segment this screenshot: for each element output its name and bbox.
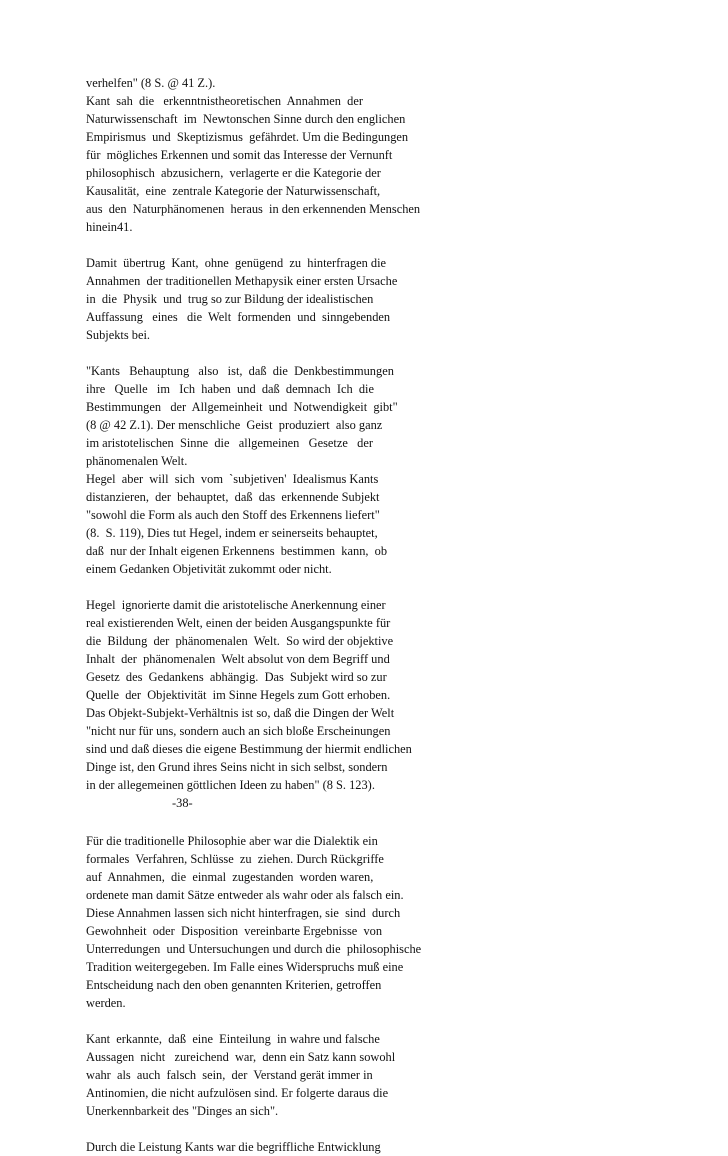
text-line: (8. S. 119), Dies tut Hegel, indem er seinerseits behauptet, — [86, 526, 378, 540]
text-line: (8 @ 42 Z.1). Der menschliche Geist produziert also ganz — [86, 418, 383, 432]
text-line: Entscheidung nach den oben genannten Kriterien, getroffen — [86, 978, 382, 992]
text-line: Unerkennbarkeit des "Dinges an sich". — [86, 1104, 279, 1118]
text-line: Hegel ignorierte damit die aristotelische Anerkennung einer — [86, 598, 386, 612]
text-line: "Kants Behauptung also ist, daß die Denkbestimmungen — [86, 364, 394, 378]
text-line: Auffassung eines die Welt formenden und sinngebenden — [86, 310, 391, 324]
text-line: aus den Naturphänomenen heraus in den erkennenden Menschen — [86, 202, 421, 216]
paragraph — [86, 362, 686, 578]
paragraph — [86, 74, 686, 236]
text-line: Dinge ist, den Grund ihres Seins nicht in sich selbst, sondern — [86, 760, 388, 774]
text-line: sind und daß dieses die eigene Bestimmung der hiermit endlichen — [86, 742, 412, 756]
text-line: Hegel aber will sich vom `subjetiven' Idealismus Kants — [86, 472, 379, 486]
text-line: Damit übertrug Kant, ohne genügend zu hinterfragen die — [86, 256, 387, 270]
paragraph — [86, 254, 686, 344]
text-line: "nicht nur für uns, sondern auch an sich bloße Erscheinungen — [86, 724, 391, 738]
text-line: Kant erkannte, daß eine Einteilung in wahre und falsche — [86, 1032, 380, 1046]
text-line: Aussagen nicht zureichend war, denn ein Satz kann sowohl — [86, 1050, 396, 1064]
text-line: daß nur der Inhalt eigenen Erkennens bestimmen kann, ob — [86, 544, 388, 558]
text-line: auf Annahmen, die einmal zugestanden worden waren, — [86, 870, 374, 884]
text-line: Subjekts bei. — [86, 328, 151, 342]
text-line: philosophisch abzusichern, verlagerte er die Kategorie der — [86, 166, 381, 180]
text-line: formales Verfahren, Schlüsse zu ziehen. Durch Rückgriffe — [86, 852, 384, 866]
text-line: im aristotelischen Sinne die allgemeinen Gesetze der — [86, 436, 373, 450]
page-number: -38- — [172, 796, 193, 810]
text-line: werden. — [86, 996, 126, 1010]
text-line: Für die traditionelle Philosophie aber war die Dialektik ein — [86, 834, 378, 848]
text-line: "sowohl die Form als auch den Stoff des Erkennens liefert" — [86, 508, 380, 522]
paragraph — [86, 596, 686, 794]
text-line: die Bildung der phänomenalen Welt. So wird der objektive — [86, 634, 394, 648]
text-line: ihre Quelle im Ich haben und daß demnach Ich die — [86, 382, 374, 396]
text-line: Durch die Leistung Kants war die begriffliche Entwicklung — [86, 1140, 381, 1154]
text-line: distanzieren, der behauptet, daß das erkennende Subjekt — [86, 490, 380, 504]
text-line: phänomenalen Welt. — [86, 454, 188, 468]
text-line: real existierenden Welt, einen der beiden Ausgangspunkte für — [86, 616, 391, 630]
text-line: wahr als auch falsch sein, der Verstand gerät immer in — [86, 1068, 373, 1082]
text-line: Tradition weitergegeben. Im Falle eines Widerspruchs muß eine — [86, 960, 404, 974]
text-line: Quelle der Objektivität im Sinne Hegels zum Gott erhoben. — [86, 688, 391, 702]
paragraph — [86, 1030, 686, 1120]
text-line: Annahmen der traditionellen Methapysik einer ersten Ursache — [86, 274, 398, 288]
text-line: in der allegemeinen göttlichen Ideen zu haben" (8 S. 123). — [86, 778, 375, 792]
text-line: Bestimmungen der Allgemeinheit und Notwendigkeit gibt" — [86, 400, 398, 414]
text-line: einem Gedanken Objetivität zukommt oder nicht. — [86, 562, 332, 576]
text-line: Antinomien, die nicht aufzulösen sind. Er folgerte daraus die — [86, 1086, 389, 1100]
text-line: Diese Annahmen lassen sich nicht hinterfragen, sie sind durch — [86, 906, 401, 920]
text-line: Gewohnheit oder Disposition vereinbarte Ergebnisse von — [86, 924, 383, 938]
text-line: Empirismus und Skeptizismus gefährdet. Um die Bedingungen — [86, 130, 409, 144]
text-line: für mögliches Erkennen und somit das Interesse der Vernunft — [86, 148, 393, 162]
document-text — [86, 74, 686, 1156]
text-line: verhelfen" (8 S. @ 41 Z.). — [86, 76, 216, 90]
text-line: ordenete man damit Sätze entweder als wahr oder als falsch ein. — [86, 888, 404, 902]
text-line: Inhalt der phänomenalen Welt absolut von dem Begriff und — [86, 652, 390, 666]
text-line: hinein41. — [86, 220, 133, 234]
text-line: Das Objekt-Subjekt-Verhältnis ist so, daß die Dingen der Welt — [86, 706, 395, 720]
paragraph — [86, 1138, 686, 1156]
paragraph — [86, 832, 686, 1012]
text-line: Kant sah die erkenntnistheoretischen Annahmen der — [86, 94, 363, 108]
text-line: Unterredungen und Untersuchungen und durch die philosophische — [86, 942, 422, 956]
text-line: Gesetz des Gedankens abhängig. Das Subjekt wird so zur — [86, 670, 387, 684]
text-line: in die Physik und trug so zur Bildung der idealistischen — [86, 292, 374, 306]
text-line: Kausalität, eine zentrale Kategorie der Naturwissenschaft, — [86, 184, 381, 198]
text-line: Naturwissenschaft im Newtonschen Sinne durch den englichen — [86, 112, 406, 126]
